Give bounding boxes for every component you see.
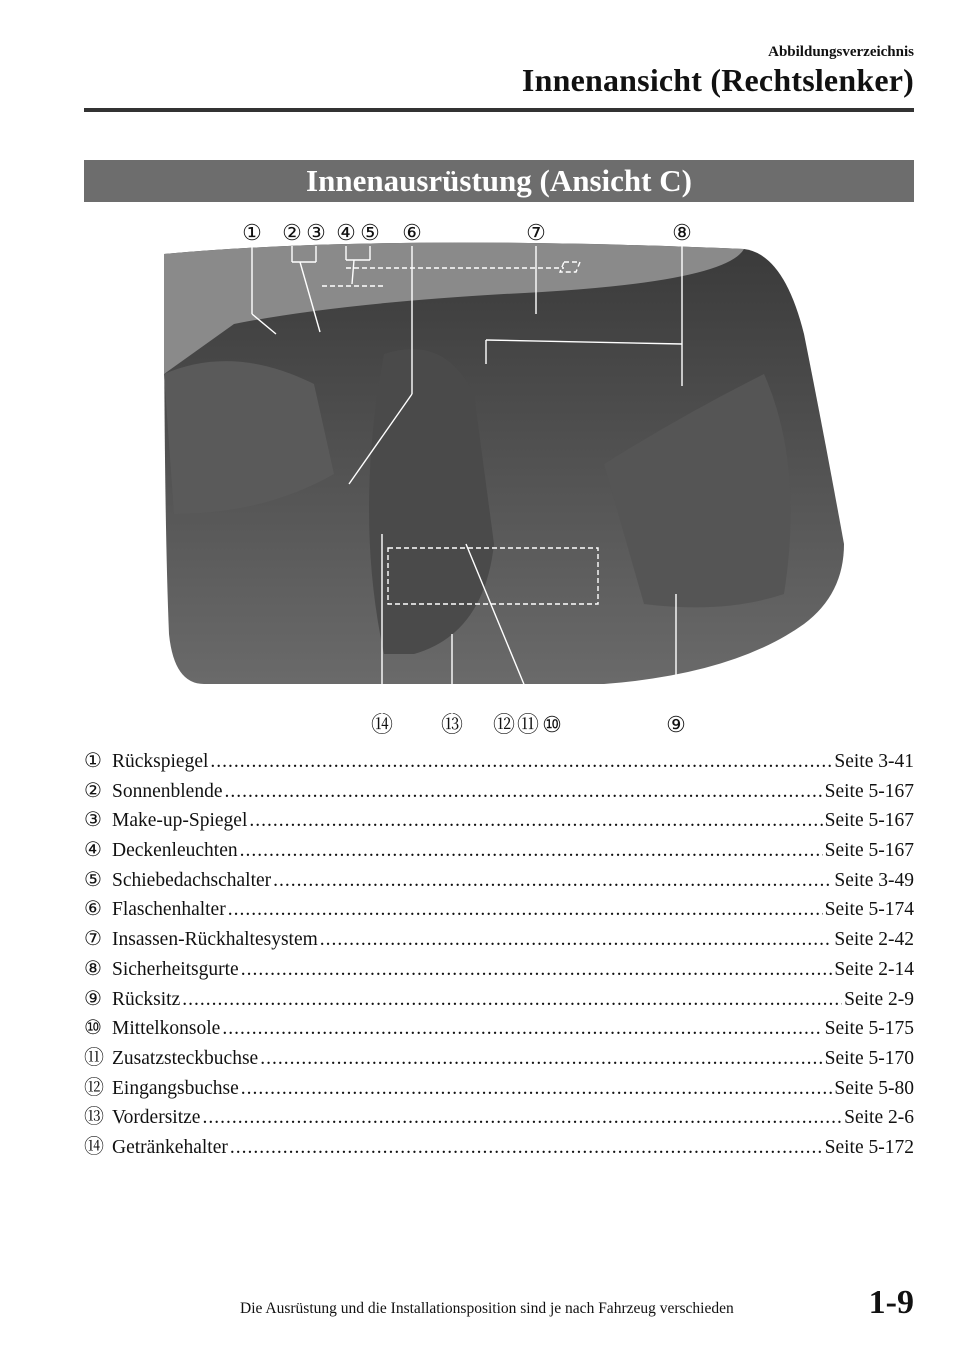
leader-dots xyxy=(182,985,842,1015)
item-label: Rücksitz xyxy=(112,988,181,1010)
item-number: ② xyxy=(84,777,102,802)
header-divider xyxy=(84,108,914,112)
leader-dots xyxy=(241,1074,833,1104)
list-item xyxy=(84,1102,914,1132)
item-number: ⑨ xyxy=(84,985,102,1010)
leader-dots xyxy=(273,866,832,896)
leader-dots xyxy=(210,747,832,777)
item-label: Insassen-Rückhaltesystem xyxy=(112,929,318,951)
item-page-ref[interactable]: Seite 5-174 xyxy=(824,899,914,921)
callout-3: ③ xyxy=(306,221,326,246)
list-item xyxy=(84,954,914,984)
callout-top-numbers xyxy=(242,221,692,246)
item-label: Getränkehalter xyxy=(112,1136,228,1158)
item-page-ref[interactable]: Seite 2-42 xyxy=(834,929,914,951)
item-number: ⑦ xyxy=(84,926,102,951)
footer-note: Die Ausrüstung und die Installationsposition sind je nach Fahrzeug verschieden xyxy=(240,1300,734,1317)
item-page-ref[interactable]: Seite 2-6 xyxy=(844,1107,914,1129)
item-label: Zusatzsteckbuchse xyxy=(112,1047,259,1069)
list-item xyxy=(84,984,914,1014)
item-page-ref[interactable]: Seite 2-9 xyxy=(844,988,914,1010)
callout-12: ⑫ xyxy=(492,713,516,738)
callout-2: ② xyxy=(282,221,302,246)
list-item xyxy=(84,805,914,835)
item-number: ⑪ xyxy=(84,1044,104,1069)
item-number: ⑤ xyxy=(84,866,102,891)
callout-7: ⑦ xyxy=(526,221,546,246)
callout-1: ① xyxy=(242,221,262,246)
leader-dots xyxy=(240,836,823,866)
list-item xyxy=(84,894,914,924)
callout-11: ⑪ xyxy=(516,713,540,738)
leader-dots xyxy=(320,925,833,955)
item-page-ref[interactable]: Seite 2-14 xyxy=(834,958,914,980)
list-item xyxy=(84,924,914,954)
list-item xyxy=(84,1132,914,1162)
leader-dots xyxy=(224,777,822,807)
callout-5: ⑤ xyxy=(360,221,380,246)
item-label: Eingangsbuchse xyxy=(112,1077,239,1099)
item-label: Rückspiegel xyxy=(112,751,209,772)
item-number: ⑬ xyxy=(84,1104,104,1129)
callout-6: ⑥ xyxy=(402,221,422,246)
callout-8: ⑧ xyxy=(672,221,692,246)
interior-illustration xyxy=(84,214,914,744)
list-item xyxy=(84,1043,914,1073)
list-item xyxy=(84,1013,914,1043)
item-list xyxy=(84,746,914,1162)
item-label: Mittelkonsole xyxy=(112,1018,221,1040)
item-number: ④ xyxy=(84,837,102,862)
item-page-ref[interactable]: Seite 5-175 xyxy=(824,1018,914,1040)
list-item xyxy=(84,865,914,895)
leader-dots xyxy=(260,1044,822,1074)
item-page-ref[interactable]: Seite 3-41 xyxy=(834,751,914,772)
item-page-ref[interactable]: Seite 5-172 xyxy=(824,1136,914,1158)
item-number: ⑥ xyxy=(84,896,102,921)
leader-dots xyxy=(202,1103,842,1133)
leader-dots xyxy=(222,1014,822,1044)
callout-13: ⑬ xyxy=(440,713,464,738)
leader-dots xyxy=(249,806,822,836)
item-label: Schiebedachschalter xyxy=(112,869,272,891)
item-number: ⑫ xyxy=(84,1074,104,1099)
item-number: ③ xyxy=(84,807,102,832)
callout-10: ⑩ xyxy=(542,713,562,738)
item-number: ⑭ xyxy=(84,1133,104,1158)
page-number: 1-9 xyxy=(868,1284,914,1321)
page-title: Innenansicht (Rechtslenker) xyxy=(521,62,914,98)
leader-dots xyxy=(230,1133,823,1163)
leader-dots xyxy=(241,955,833,985)
item-page-ref[interactable]: Seite 5-170 xyxy=(824,1047,914,1069)
item-page-ref[interactable]: Seite 5-80 xyxy=(834,1077,914,1099)
section-header: Abbildungsverzeichnis xyxy=(768,44,914,60)
callout-9: ⑨ xyxy=(666,713,686,738)
callout-4: ④ xyxy=(336,221,356,246)
section-banner: Innenausrüstung (Ansicht C) xyxy=(84,160,914,202)
item-label: Flaschenhalter xyxy=(112,899,226,921)
item-label: Sonnenblende xyxy=(112,780,223,802)
item-number: ⑧ xyxy=(84,955,102,980)
list-item xyxy=(84,1073,914,1103)
item-number: ① xyxy=(84,748,102,772)
list-item xyxy=(84,776,914,806)
item-label: Sicherheitsgurte xyxy=(112,958,239,980)
item-label: Deckenleuchten xyxy=(112,840,238,862)
leader-dots xyxy=(228,895,823,925)
list-item xyxy=(84,835,914,865)
item-label: Vordersitze xyxy=(112,1107,201,1129)
item-page-ref[interactable]: Seite 5-167 xyxy=(824,840,914,862)
item-number: ⑩ xyxy=(84,1015,102,1040)
callout-14: ⑭ xyxy=(370,713,394,738)
list-item xyxy=(84,746,914,776)
item-page-ref[interactable]: Seite 5-167 xyxy=(824,780,914,802)
callout-bottom-numbers xyxy=(371,713,686,738)
item-label: Make-up-Spiegel xyxy=(112,810,248,832)
item-page-ref[interactable]: Seite 3-49 xyxy=(834,869,914,891)
item-page-ref[interactable]: Seite 5-167 xyxy=(824,810,914,832)
